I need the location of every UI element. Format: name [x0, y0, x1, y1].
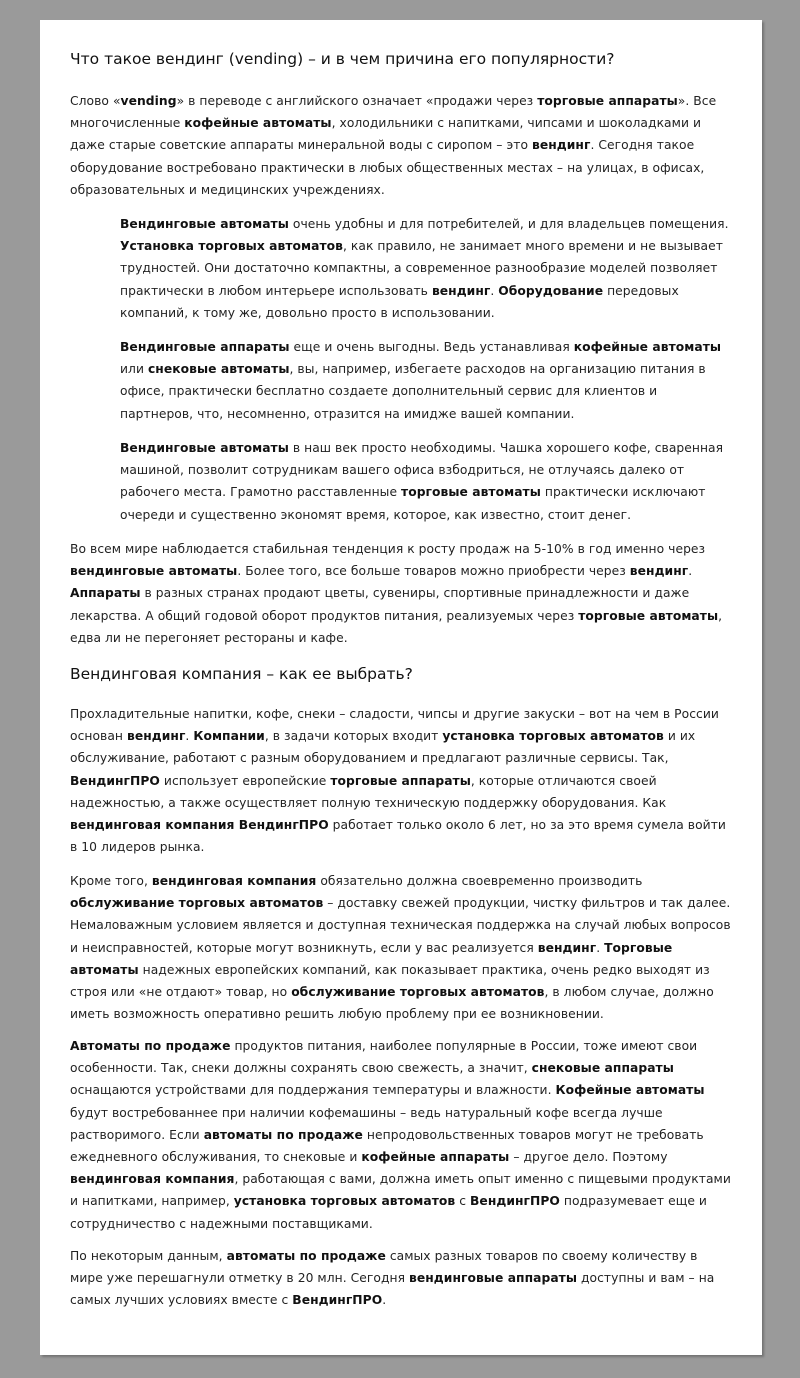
document-page [40, 20, 762, 1355]
text-run: . [490, 283, 499, 298]
bold-keyword: ВендингПРО [292, 1293, 383, 1308]
bold-keyword: автоматы по продаже [203, 1127, 363, 1142]
text-run: . [688, 564, 693, 579]
text-run: , как правило, не занимает много времени и не вызывает трудностей. Они достаточно компактны, а современное разнообразие моделей позволяет практически в любом интерьере использовать [120, 239, 723, 298]
bold-keyword: торговые аппараты [537, 94, 678, 108]
text-run: надежных европейских компаний, как показывает практика, очень редко выходят из строя или «не отдают» товар, но [70, 962, 710, 1000]
text-run: ». Все многочисленные [70, 94, 717, 131]
paragraph-convenience [120, 213, 732, 324]
text-run: Кроме того, [70, 874, 152, 888]
text-run: передовых компаний, к тому же, довольно просто в использовании. [120, 283, 679, 320]
text-run: , холодильники с напитками, чипсами и шоколадками и даже старые советские аппараты минеральной воды с сиропом – это [70, 116, 702, 153]
bold-keyword: vending [120, 94, 177, 108]
paragraph-profitability [120, 336, 732, 425]
bold-keyword: вендинговая компания [70, 1172, 235, 1187]
text-run: использует европейские [159, 773, 331, 788]
bold-keyword: снековые аппараты [531, 1061, 674, 1076]
bold-keyword: автоматы по продаже [226, 1249, 386, 1263]
paragraph-maintenance [70, 870, 732, 1025]
text-run: очень удобны и для потребителей, и для владельцев помещения. [288, 217, 729, 231]
bold-keyword: обслуживание торговых автоматов [291, 985, 545, 1000]
text-run: еще и очень выгодны. Ведь устанавливая [289, 340, 574, 354]
text-run: , которые отличаются своей надежностью, а также осуществляет полную техническую поддержку оборудования. Как [70, 773, 667, 810]
paragraph-trends [70, 538, 732, 649]
text-run: с [455, 1194, 470, 1209]
paragraph-necessity [120, 437, 732, 526]
paragraph-company-intro [70, 703, 732, 858]
bold-keyword: кофейные аппараты [361, 1150, 510, 1165]
text-run: , в любом случае, должно иметь возможность оперативно решить любую проблему при ее возникновении. [70, 985, 714, 1022]
paragraph-food-machines [70, 1035, 732, 1235]
text-run: оснащаются устройствами для поддержания температуры и влажности. [70, 1083, 556, 1098]
text-run: непродовольственных товаров могут не требовать ежедневного обслуживания, то снековые и [70, 1127, 704, 1165]
text-run: , работающая с вами, должна иметь опыт именно с пищевыми продуктами и напитками, например, [70, 1172, 731, 1209]
text-run: . [185, 729, 194, 744]
bold-keyword: Оборудование [498, 283, 604, 298]
text-run: работает только около 6 лет, но за это время сумела войти в 10 лидеров рынка. [70, 818, 726, 855]
text-run: » в переводе с английского означает «продажи через [176, 94, 538, 108]
text-run: доступны и вам – на самых лучших условиях вместе с [70, 1271, 715, 1308]
bold-keyword: вендинговая компания ВендингПРО [70, 818, 329, 833]
text-run: в наш век просто необходимы. Чашка хорошего кофе, сваренная машиной, позволит сотрудникам вашего офиса взбодриться, не отлучаясь далеко от рабочего места. Грамотно расставленные [120, 441, 724, 500]
text-run: практически исключают очереди и существенно экономят время, которое, как известно, стоит денег. [120, 485, 706, 522]
bold-keyword: торговые аппараты [330, 773, 471, 788]
bold-keyword: вендинговые автоматы [70, 564, 238, 579]
bold-keyword: ВендингПРО [70, 773, 160, 788]
bold-keyword: обслуживание торговых автоматов [70, 896, 324, 911]
bold-keyword: вендинг [629, 564, 689, 579]
text-run: подразумевает еще и сотрудничество с надежными поставщиками. [70, 1194, 707, 1231]
bold-keyword: Автоматы по продаже [70, 1039, 231, 1053]
text-run: По некоторым данным, [70, 1249, 227, 1263]
text-run: , едва ли не перегоняет рестораны и кафе. [70, 608, 723, 645]
text-run: Слово « [70, 94, 121, 108]
bold-keyword: установка торговых автоматов [442, 729, 664, 744]
bold-keyword: установка торговых автоматов [233, 1194, 456, 1209]
text-run: в разных странах продают цветы, сувениры, спортивные принадлежности и даже лекарства. А общий годовой оборот продуктов питания, реализуемых через [70, 586, 690, 623]
text-run: . [382, 1293, 387, 1308]
bold-keyword: Установка торговых автоматов [120, 239, 343, 254]
bold-keyword: Торговые автоматы [70, 940, 673, 977]
text-run: . Сегодня такое оборудование востребовано практически в любых общественных местах – на улицах, в офисах, образовательных и медицинских учреждениях. [70, 138, 705, 197]
bold-keyword: торговые автоматы [401, 485, 541, 500]
text-run: . [596, 940, 605, 955]
bold-keyword: торговые автоматы [578, 608, 719, 623]
text-run: самых разных товаров по своему количеству в мире уже перешагнули отметку в 20 млн. Сегодня [70, 1249, 698, 1286]
bold-keyword: Вендинговые аппараты [120, 340, 290, 354]
paragraph-intro [70, 90, 732, 201]
text-run: , вы, например, избегаете расходов на организацию питания в офисе, практически бесплатно создаете дополнительный сервис для клиентов и партнеров, что, несомненно, отразится на имидже вашей компании. [120, 362, 706, 421]
bold-keyword: Вендинговые автоматы [120, 441, 289, 455]
bold-keyword: ВендингПРО [470, 1194, 560, 1209]
bold-keyword: вендинговые аппараты [409, 1271, 578, 1286]
paragraph-conclusion [70, 1245, 732, 1312]
bold-keyword: вендинг [126, 729, 186, 744]
text-run: обязательно должна своевременно производить [316, 874, 643, 888]
bold-keyword: вендинговая компания [151, 874, 317, 888]
bold-keyword: кофейные автоматы [573, 340, 722, 354]
bold-keyword: вендинг [537, 940, 597, 955]
bold-keyword: Компании [193, 729, 265, 744]
bold-keyword: вендинг [532, 138, 591, 153]
text-run: Прохладительные напитки, кофе, снеки – сладости, чипсы и другие закуски – вот на чем в России основан [70, 707, 719, 744]
heading-what-is-vending: Что такое вендинг (vending) – и в чем причина его популярности? [70, 50, 615, 68]
bold-keyword: Вендинговые автоматы [120, 217, 289, 231]
text-run: – доставку свежей продукции, чистку фильтров и так далее. Немаловажным условием является и доступная техническая поддержка на случай любых вопросов и неисправностей, которые могут возникнуть, если у вас реализуется [70, 896, 731, 955]
bold-keyword: Аппараты [70, 586, 141, 601]
text-run: Во всем мире наблюдается стабильная тенденция к росту продаж на 5-10% в год именно через [70, 542, 706, 556]
bold-keyword: снековые автоматы [147, 362, 290, 377]
text-run: будут востребованнее при наличии кофемашины – ведь натуральный кофе всегда лучше растворимого. Если [70, 1105, 663, 1142]
heading-choose-company: Вендинговая компания – как ее выбрать? [70, 665, 413, 683]
text-run: продуктов питания, наиболее популярные в России, тоже имеют свои особенности. Так, снеки должны сохранять свою свежесть, а значит, [70, 1039, 698, 1076]
text-run: и их обслуживание, работают с разным оборудованием и предлагают различные сервисы. Так, [70, 729, 696, 766]
bold-keyword: Кофейные автоматы [555, 1083, 705, 1098]
text-run: , в задачи которых входит [264, 729, 443, 744]
text-run: . Более того, все больше товаров можно приобрести через [237, 564, 630, 579]
text-run: – другое дело. Поэтому [509, 1150, 668, 1165]
text-run: или [120, 362, 148, 377]
bold-keyword: вендинг [431, 283, 491, 298]
bold-keyword: кофейные автоматы [184, 116, 332, 131]
